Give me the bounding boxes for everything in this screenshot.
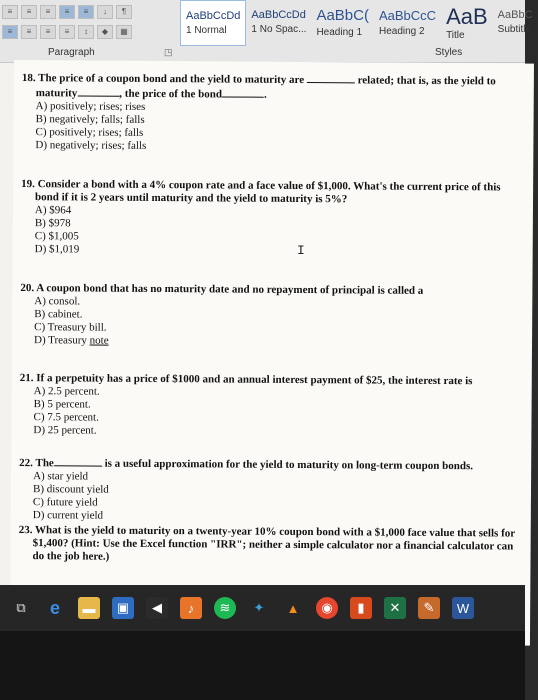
style-heading-1[interactable]	[311, 0, 374, 44]
edge-icon[interactable]: e	[49, 597, 60, 618]
style-heading-2[interactable]	[374, 0, 441, 44]
windows-taskbar	[0, 585, 525, 700]
style-sample: AaB	[446, 3, 488, 29]
style-sample: AaBbCcDd	[186, 10, 241, 22]
dialog-launcher-icon[interactable]: ◳	[164, 47, 173, 57]
word-icon[interactable]: W	[452, 597, 474, 619]
question-number: 22.	[19, 457, 33, 470]
word-ribbon	[0, 0, 533, 63]
file-explorer-icon[interactable]: ▬	[78, 597, 100, 619]
answer-option: D) 25 percent.	[33, 424, 97, 437]
stem-text: related; that is, as the yield to	[357, 74, 496, 88]
style-name: Heading 2	[378, 25, 425, 37]
media-icon[interactable]: ◀	[146, 597, 168, 619]
borders-icon[interactable]: ▦	[116, 25, 132, 39]
style-name: Heading 1	[316, 26, 363, 38]
office-icon[interactable]: ▮	[350, 597, 372, 619]
text-cursor-icon: I	[297, 243, 305, 258]
stem-text: Consider a bond with a 4% coupon rate and a face value of $1,000. What's the current price of this bond if it is 2 years until maturity and the yield to maturity is 5%?	[35, 178, 501, 206]
style-sample: AaBbCcC	[378, 7, 437, 23]
question-18	[21, 70, 522, 155]
stem-text: If a perpetuity has a price of $1000 and an annual interest payment of $25, the interest rate is	[36, 372, 473, 388]
question-20	[20, 282, 520, 350]
style-subtitle[interactable]	[493, 0, 538, 44]
decrease-indent-icon[interactable]: ≡	[59, 5, 75, 19]
spotify-icon[interactable]: ≋	[214, 597, 236, 619]
stem-text: A coupon bond that has no maturity date and no repayment of principal is called a	[36, 282, 424, 297]
answer-option: A) $964	[34, 204, 72, 217]
stem-text: .	[263, 88, 267, 101]
answer-option: B) cabinet.	[34, 308, 83, 321]
chrome-icon[interactable]: ◉	[316, 597, 338, 619]
answer-option: B) discount yield	[32, 483, 109, 496]
question-21	[19, 372, 519, 440]
question-number: 23.	[18, 524, 33, 537]
answer-option: D) $1,019	[34, 243, 80, 256]
line-spacing-icon[interactable]: ↕	[78, 25, 94, 39]
answer-option: A) consol.	[34, 295, 81, 308]
styles-gallery	[180, 0, 533, 44]
paint-icon[interactable]: ✎	[418, 597, 440, 619]
style-name: Subtitle	[497, 24, 532, 35]
stem-text: maturity	[35, 87, 78, 100]
align-left-icon[interactable]: ≡	[2, 25, 18, 39]
question-22	[19, 455, 519, 525]
increase-indent-icon[interactable]: ≡	[78, 5, 94, 19]
question-stem	[21, 178, 521, 207]
vlc-icon[interactable]: ▲	[286, 600, 300, 616]
show-marks-icon[interactable]: ¶	[116, 5, 132, 19]
style-sample: AaBbC(	[316, 6, 369, 24]
align-right-icon[interactable]: ≡	[40, 25, 56, 39]
option-text: D) Treasury	[34, 334, 90, 347]
document-page[interactable]	[10, 60, 534, 646]
answer-option	[34, 334, 520, 350]
style-name: 1 No Spac...	[251, 24, 307, 35]
question-stem	[18, 524, 518, 566]
excel-icon[interactable]: ✕	[384, 597, 406, 619]
style-sample: AaBbC	[497, 9, 533, 21]
answer-option: A) positively; rises; rises	[35, 100, 146, 113]
kodi-icon[interactable]: ✦	[253, 600, 265, 615]
task-view-icon[interactable]: ⧉	[16, 600, 26, 615]
answer-option: A) star yield	[33, 470, 89, 483]
bullets-icon[interactable]: ≡	[2, 5, 18, 19]
answer-blank	[222, 86, 264, 97]
answer-option: D) negatively; rises; falls	[35, 139, 147, 152]
question-23	[18, 524, 518, 566]
style-name: 1 Normal	[186, 25, 227, 36]
shading-icon[interactable]: ◆	[97, 25, 113, 39]
store-icon[interactable]: ▣	[112, 597, 134, 619]
style-title[interactable]	[441, 0, 493, 44]
question-number: 21.	[19, 372, 34, 385]
answer-option: C) Treasury bill.	[34, 321, 107, 334]
answer-option: B) 5 percent.	[33, 398, 91, 411]
stem-text: , the price of the bond	[119, 87, 223, 101]
numbering-icon[interactable]: ≡	[21, 5, 37, 19]
answer-option: C) positively; rises; falls	[35, 126, 144, 139]
dark-area	[0, 631, 525, 700]
stem-text: The	[35, 457, 54, 470]
paragraph-group-label: Paragraph	[48, 47, 95, 58]
answer-option: B) negatively; falls; falls	[35, 113, 145, 126]
align-center-icon[interactable]: ≡	[21, 25, 37, 39]
style-no-spacing[interactable]	[246, 0, 311, 44]
answer-option: B) $978	[34, 217, 71, 230]
stem-text: The price of a coupon bond and the yield to maturity are	[38, 72, 305, 87]
multilevel-list-icon[interactable]: ≡	[40, 5, 56, 19]
answer-blank	[54, 455, 102, 466]
style-normal[interactable]	[180, 0, 246, 46]
paragraph-tools	[2, 2, 178, 42]
stem-text: What is the yield to maturity on a twenty-year 10% coupon bond with a $1,000 face value that sells for $1,400? (Hint: Use the Excel function "IRR"; neither a simple calculator nor a financial calculator can do the job here.)	[32, 524, 515, 563]
style-sample: AaBbCcDd	[251, 9, 306, 21]
music-icon[interactable]: ♪	[180, 597, 202, 619]
answer-option: C) 7.5 percent.	[33, 411, 99, 424]
styles-group-label: Styles	[435, 47, 463, 58]
answer-option: C) $1,005	[34, 230, 79, 243]
taskbar-strip	[0, 585, 525, 631]
answer-blank	[307, 72, 355, 83]
answer-blank	[77, 85, 119, 96]
sort-icon[interactable]: ↓	[97, 5, 113, 19]
option-text-underlined: note	[89, 334, 109, 347]
justify-icon[interactable]: ≡	[59, 25, 75, 39]
answer-option: D) current yield	[32, 509, 104, 522]
style-name: Title	[446, 29, 465, 41]
question-19	[21, 178, 522, 259]
answer-option: C) future yield	[32, 496, 98, 509]
stem-text: is a useful approximation for the yield to maturity on long-term coupon bonds.	[104, 457, 474, 473]
answer-option: A) 2.5 percent.	[33, 385, 100, 398]
question-number: 18.	[21, 72, 36, 85]
question-number: 20.	[20, 282, 35, 295]
question-stem	[22, 70, 522, 103]
question-number: 19.	[21, 178, 35, 191]
